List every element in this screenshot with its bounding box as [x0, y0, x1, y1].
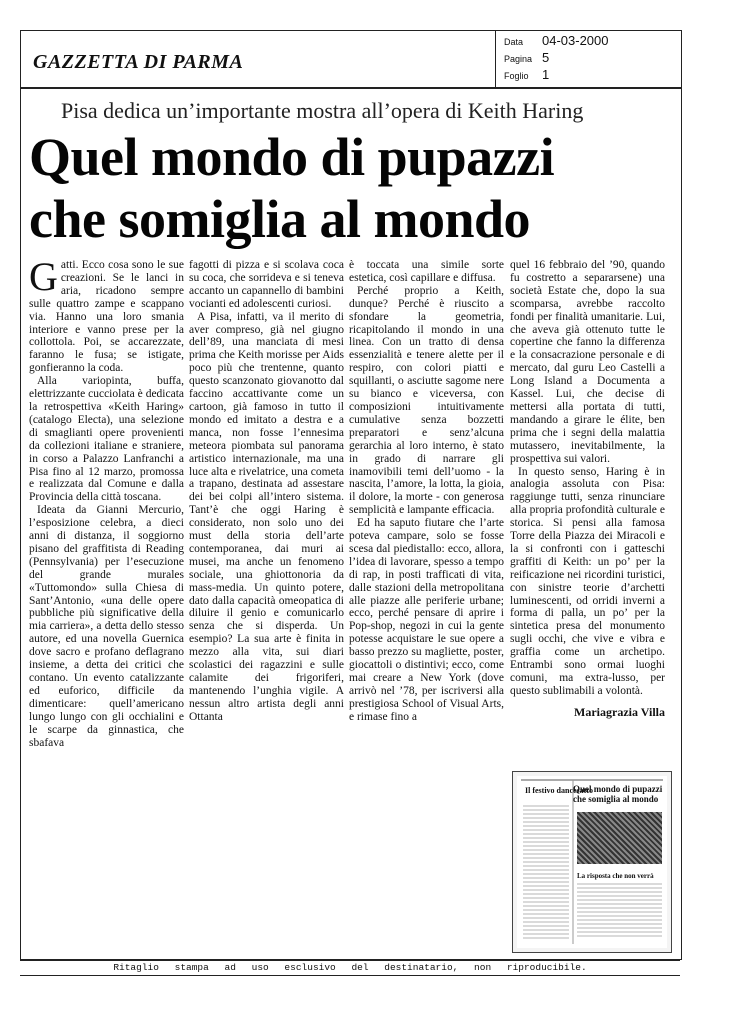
article-kicker: Pisa dedica un’importante mostra all’opera di Keith Haring [61, 98, 584, 123]
paragraph: fagotti di pizza e si scolava coca su coca, che sorrideva e si teneva accanto un capannello di bambini vocianti ed adolescenti curiosi. [189, 259, 344, 310]
paragraph: A Pisa, infatti, va il merito di aver compreso, già nel giugno dell’89, una manciata di mesi prima che Keith morisse per Aids poco più che trentenne, quanto questo scanzonato giovanotto dal faccino accattivante come un cartoon, già famoso in tutto il mondo ed imitato a destra e a manca, non fosse l’ennesima meteora piombata sul panorama artistico internazionale, ma una luce alta e rivelatrice, una cometa a trapano, destinata ad assestare dei bei colpi all’intero sistema. Tant’è che oggi Haring è considerato, non solo uno dei must della storia dell’arte contemporanea, dai muri ai musei, ma anche un fenomeno sociale, una ghiottonoria da mass-media. Un quinto potere, dato dalla capacità omeopatica di diluire il genio e comunicarlo senza che si disperda. Un esempio? La sua arte è finita in mezzo alla vita, sui diari scolastici dei ragazzini e sulle calamite dei frigoriferi, mantenendo l’unghia vigile. A nessun altro artista degli anni Ottanta [189, 310, 344, 723]
thumbnail-headline: Quel mondo di pupazzi che somiglia al mondo [573, 784, 663, 804]
thumbnail-subhead: La risposta che non verrà [577, 872, 654, 880]
clipping-disclaimer: Ritaglio stampa ad uso esclusivo del destinatario, non riproducibile. [20, 960, 680, 976]
paragraph: Ed ha saputo fiutare che l’arte poteva campare, solo se fosse scesa dal piedistallo: ecco, allora, l’idea di lavorare, spesso a tempo di rap, in posti trafficati di vita, dalle stazioni della metropolitana alle piazze alle periferie urbane; ecco, perché pensare di aprire i Pop-shop, negozi in cui la gente potesse acquistare le sue opere a basso prezzo su magliette, poster, giocattoli o distintivi; ecco, come mai creare a New York (dove arrivò nel ’78, per iscriversi alla prestigiosa School of Visual Arts, e rimase fino a [349, 517, 504, 723]
thumbnail-kicker: Il festivo dancesatto [525, 786, 593, 795]
paragraph: Perché proprio a Keith, dunque? Perché è riuscito a sfondare la geometria, ricapitolando il mondo in una linea. Con un tratto di densa essenzialità e tenere alette per il respiro, con colori piatti e squillanti, o asciutte sagome nere su bianco e viceversa, con composizioni intuitivamente cumulative senza bozzetti preparatori e senz’alcuna gerarchia al loro interno, è stato in grado di narrare gli inamovibili temi dell’uomo - la nascita, l’amore, la lotta, la gioia, il dolore, la morte - con generosa semplicità e lampante efficacia. [349, 284, 504, 517]
newspaper-masthead: GAZZETTA DI PARMA [33, 51, 244, 73]
paragraph: Alla variopinta, buffa, elettrizzante cucciolata è dedicata la retrospettiva «Keith Haring» (catalogo Electa), una selezione di smaglianti opere provenienti da collezioni italiane e straniere, in corso a Palazzo Lanfranchi a Pisa fino al 12 marzo, promossa e realizzata dal Comune e dalla Provincia della città toscana. [29, 375, 184, 504]
meta-row-sheet [496, 67, 681, 85]
article-frame [20, 88, 682, 960]
article-byline: Mariagrazia Villa [574, 704, 665, 719]
paragraph: Ideata da Gianni Mercurio, l’esposizione celebra, a dieci anni di distanza, il soggiorno pisano del graffitista di Reading (Pennsylvania) per l’esecuzione del grande murales «Tuttomondo» sulla Chiesa di Sant’Antonio, «una delle opere pubbliche più significative della mia carriera», a detta dello stesso autore, ed una novella Guernica dove sacro e profano deflagrano insieme, a detta dei critici che contano. Un evento catalizzante ed euforico, difficile da dimenticare: quell’americano lungo lungo con gli occhialini e le scarpe da ginnastica, che sbafava [29, 504, 184, 749]
meta-value: 04-03-2000 [542, 33, 609, 48]
article-column-2 [189, 259, 344, 724]
paragraph: In questo senso, Haring è in analogia assoluta con Pisa: raggiunge tutti, senza rinunciare alla propria profondità culturale e storica. Si pensi alla famosa Torre della Piazza dei Miracoli e la si confronti con i gatteschi graffiti di Keith: un po’ per la reificazione nei ricordini turistici, con sinistre teorie d’archetti luminescenti, od orridi inverni a forma di palla, un po’ per la sintetica presa del monumento sugli occhi, che vive e vibra e graffia come un archetipo. Entrambi sono ormai luoghi comuni, ma extra-lusso, per questo sublimabili a volontà. [510, 465, 665, 697]
meta-row-date [496, 33, 681, 51]
clipping-header [20, 30, 682, 88]
page-thumbnail [512, 771, 672, 953]
clipping-meta-box [495, 31, 681, 87]
headline-line-1: Quel mondo di pupazzi [29, 127, 555, 187]
paragraph-text: atti. Ecco cosa sono le sue creazioni. Se le lanci in aria, ricadono sempre sulle quattro zampe e scappano via. Hanno una loro smania interiore e vanno prese per la collottola. Poi, se accarezzate, faranno le fusa; se istigate, gonfieranno la coda. [29, 259, 184, 375]
article-column-1 [29, 254, 184, 749]
meta-label: Data [504, 37, 524, 47]
paragraph: quel 16 febbraio del ’90, quando fu costretto a separarsene) una società Estate che, dopo la sua scomparsa, avrebbe raccolto fondi per finalità umanitarie. Lui, che aveva già ottenuto tutte le copertine che fanno la differenza e la consacrazione personale e di mercato, dal guru Leo Castelli a Long Island a Documenta a Kassel. Lui, che decise di mettersi alla portata di tutti, mandando a girare le élite, ben prima che i segni della malattia mutassero, inevitabilmente, la prospettiva sui valori. [510, 259, 665, 465]
article-column-4 [510, 259, 665, 719]
paragraph: è toccata una simile sorte estetica, così capillare e diffusa. [349, 259, 504, 284]
thumbnail-text-lines [517, 776, 667, 948]
meta-label: Pagina [504, 54, 533, 64]
headline-line-2: che somiglia al mondo [29, 189, 531, 249]
meta-value: 5 [542, 50, 550, 65]
paragraph [29, 254, 184, 375]
drop-cap: G [29, 254, 58, 299]
meta-row-page [496, 50, 681, 68]
meta-label: Foglio [504, 71, 529, 81]
meta-value: 1 [542, 67, 550, 82]
article-column-3 [349, 259, 504, 724]
thumbnail-page [517, 776, 667, 948]
